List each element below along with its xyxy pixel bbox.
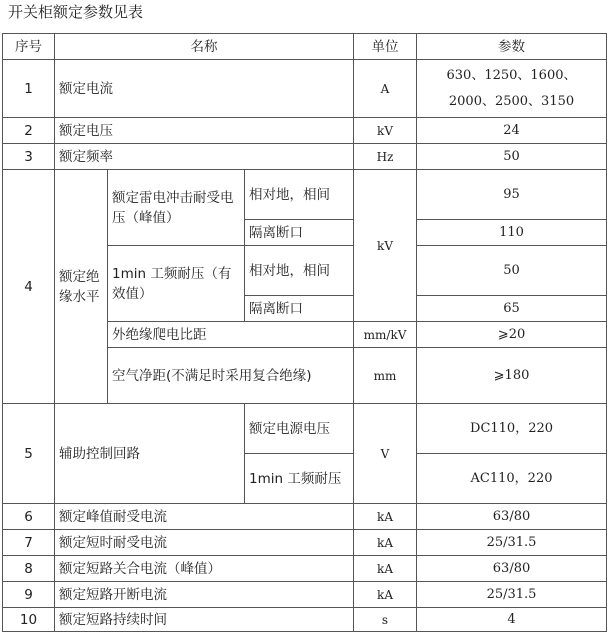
row-name: 额定短路持续时间 (55, 608, 354, 632)
header-param: 参数 (417, 34, 607, 60)
row-value: 50 (417, 144, 607, 170)
row-value: 4 (417, 608, 607, 632)
page-title: 开关柜额定参数见表 (8, 3, 144, 21)
sub-item-name: 空气净距(不满足时采用复合绝缘) (108, 348, 354, 404)
row-unit: s (354, 608, 417, 632)
row-seq: 5 (3, 404, 55, 504)
row-name: 辅助控制回路 (55, 404, 245, 504)
table-row (3, 144, 607, 170)
row-seq: 7 (3, 530, 55, 556)
row-name: 额定短路开断电流 (55, 582, 354, 608)
sub-item-condition: 额定电源电压 (245, 404, 354, 454)
row-unit: Hz (354, 144, 417, 170)
parameter-table (2, 33, 607, 632)
row-name: 额定峰值耐受电流 (55, 504, 354, 530)
row-value (417, 60, 607, 118)
row-name: 额定频率 (55, 144, 354, 170)
header-unit: 单位 (354, 34, 417, 60)
row-value: 65 (417, 296, 607, 322)
table-row (3, 582, 607, 608)
row-value: ⩾20 (417, 322, 607, 348)
row-value: 25/31.5 (417, 530, 607, 556)
row-unit: kA (354, 530, 417, 556)
row-name: 额定电流 (55, 60, 354, 118)
row-seq: 4 (3, 170, 55, 404)
sub-item-name: 1min 工频耐压（有效值） (108, 246, 245, 322)
row-value-line: 2000、2500、3150 (448, 93, 575, 109)
row-value: ⩾180 (417, 348, 607, 404)
row-unit: kA (354, 582, 417, 608)
row-name: 额定短时耐受电流 (55, 530, 354, 556)
row-seq: 8 (3, 556, 55, 582)
sub-item-condition: 相对地，相间 (245, 246, 354, 296)
table-row (3, 404, 607, 454)
row-unit: mm (354, 348, 417, 404)
row-seq: 9 (3, 582, 55, 608)
row-unit: V (354, 404, 417, 504)
sub-item-condition: 隔离断口 (245, 220, 354, 246)
row-value-line: 630、1250、1600、 (446, 67, 577, 83)
table-row (3, 530, 607, 556)
row-unit: kA (354, 556, 417, 582)
row-unit: mm/kV (354, 322, 417, 348)
row-value: 25/31.5 (417, 582, 607, 608)
header-name: 名称 (55, 34, 354, 60)
sub-item-name: 外绝缘爬电比距 (108, 322, 354, 348)
header-seq: 序号 (3, 34, 55, 60)
table-row (3, 504, 607, 530)
row-name: 额定电压 (55, 118, 354, 144)
row-value: 95 (417, 170, 607, 220)
sub-item-name: 额定雷电冲击耐受电压（峰值） (108, 170, 245, 246)
row-name: 额定绝缘水平 (55, 170, 108, 404)
sub-item-condition: 相对地，相间 (245, 170, 354, 220)
row-unit: kV (354, 118, 417, 144)
row-value: 110 (417, 220, 607, 246)
table-row (3, 608, 607, 632)
row-value: 63/80 (417, 504, 607, 530)
row-value: 24 (417, 118, 607, 144)
table-header-row (3, 34, 607, 60)
table-row (3, 118, 607, 144)
row-value: 63/80 (417, 556, 607, 582)
row-value: DC110，220 (417, 404, 607, 454)
table-row (3, 170, 607, 220)
sub-item-condition: 隔离断口 (245, 296, 354, 322)
row-value: AC110，220 (417, 454, 607, 504)
row-seq: 6 (3, 504, 55, 530)
row-unit: A (354, 60, 417, 118)
row-seq: 3 (3, 144, 55, 170)
row-seq: 2 (3, 118, 55, 144)
row-unit: kA (354, 504, 417, 530)
row-name: 额定短路关合电流（峰值） (55, 556, 354, 582)
row-seq: 10 (3, 608, 55, 632)
table-row (3, 60, 607, 118)
row-seq: 1 (3, 60, 55, 118)
table-row (3, 556, 607, 582)
sub-item-condition: 1min 工频耐压 (245, 454, 354, 504)
row-value: 50 (417, 246, 607, 296)
row-unit: kV (354, 170, 417, 322)
